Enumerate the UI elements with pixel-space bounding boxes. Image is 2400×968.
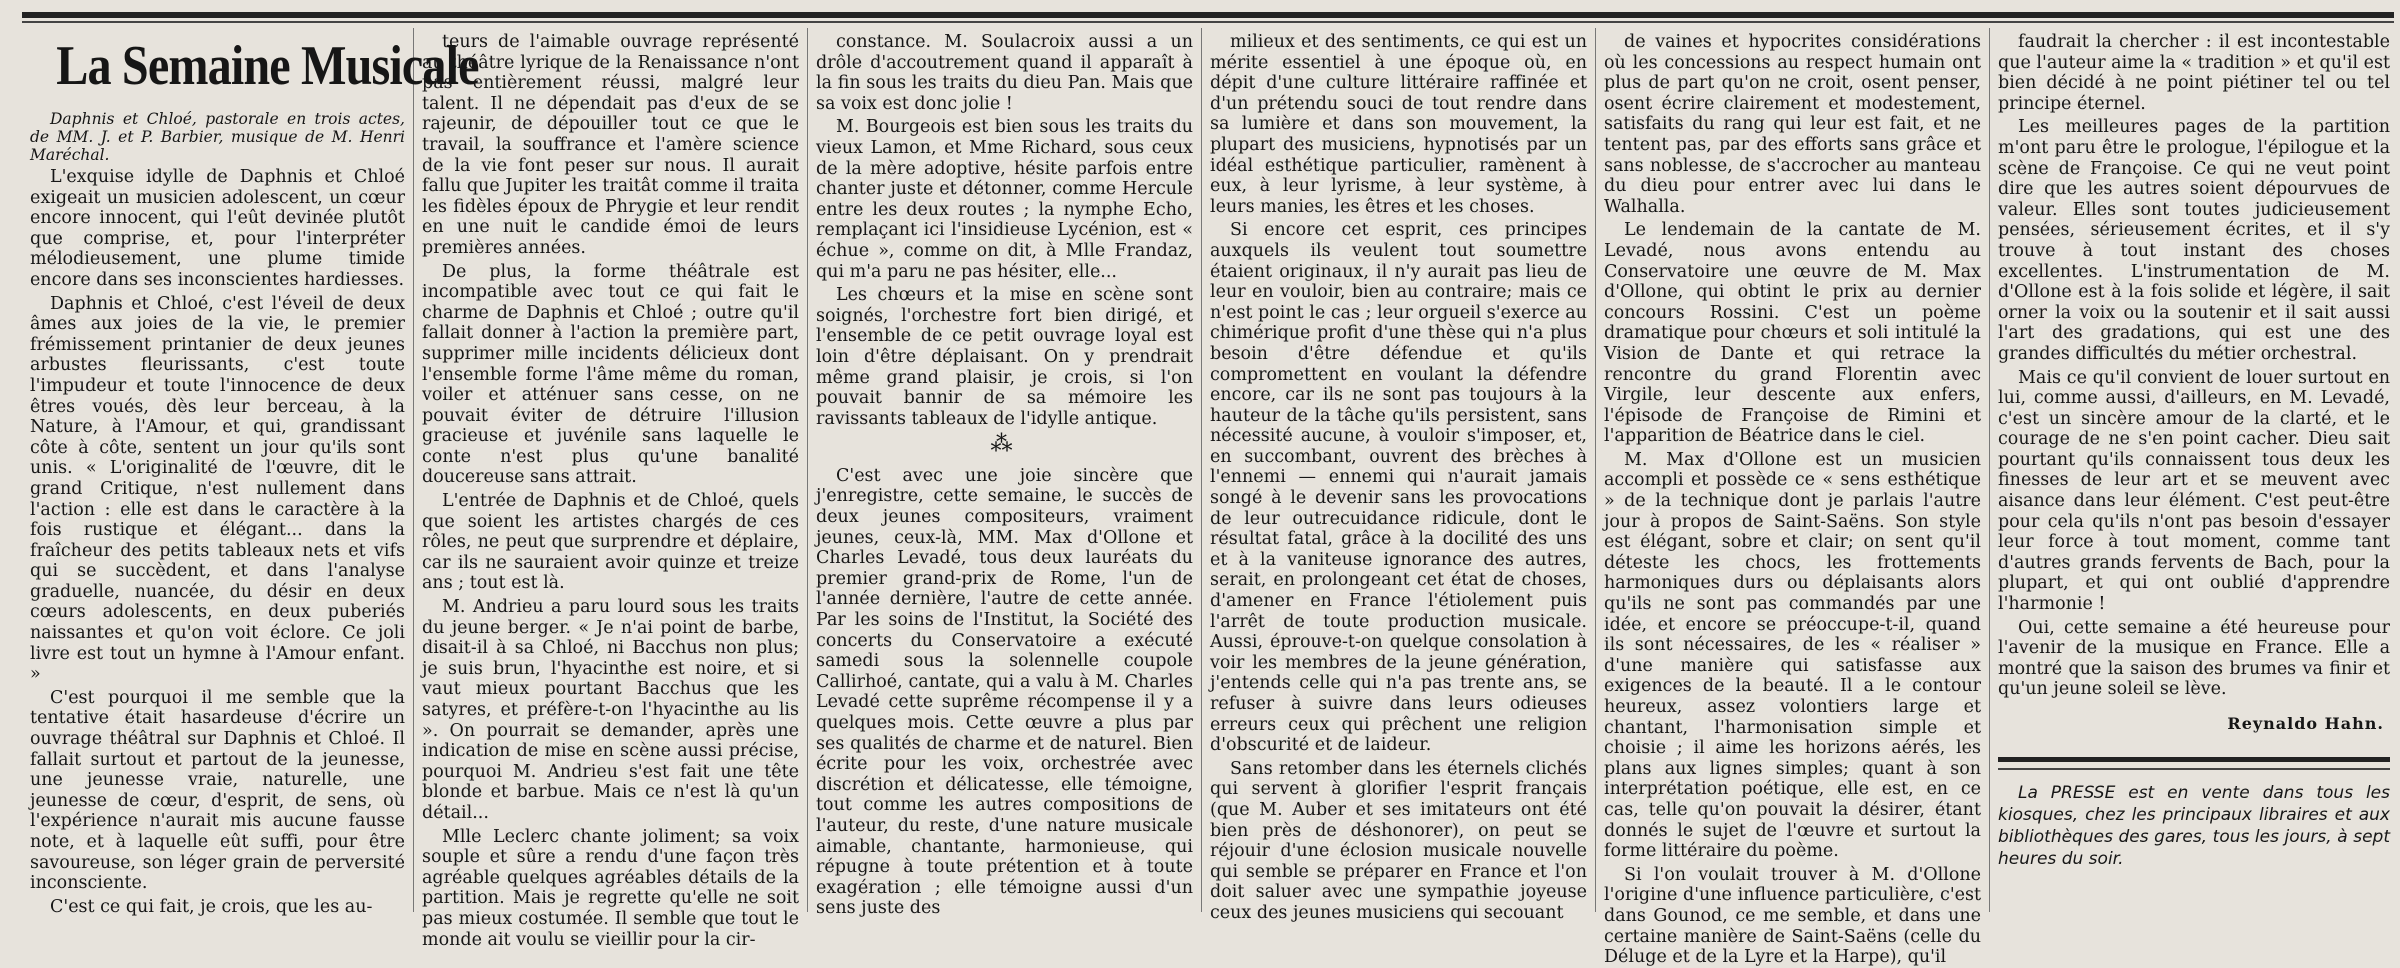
paragraph: milieux et des sentiments, ce qui est un mérite essentiel à une époque où, en dépit d'une culture littéraire raffinée et d'un prétendu souci de tout rendre dans sa lumière et dans son mouvement, la plupart des musiciens, hypnotisés par un idéal esthétique particulier, ramènent à eux, à leur lyrisme, à leur système, à leurs manies, les êtres et les choses. [1210,32,1587,217]
paragraph: teurs de l'aimable ouvrage représenté au théâtre lyrique de la Renaissance n'ont pas entièrement réussi, malgré leur talent. Il ne dépendait pas d'eux de se rajeunir, de dépouiller tout ce que le travail, la souffrance et l'amère science de la vie font peser sur nous. Il aurait fallu que Jupiter les traitât comme il traita les fidèles époux de Phrygie et leur rendit en une nuit le candide émoi de leurs premières années. [422,32,799,258]
author-signature: Reynaldo Hahn. [2227,714,2384,733]
paragraph: C'est avec une joie sincère que j'enregistre, cette semaine, le succès de deux jeunes compositeurs, vraiment jeunes, ceux-là, MM. Max d'Ollone et Charles Levadé, tous deux lauréats du premier grand-prix de Rome, l'un de l'année dernière, l'autre de cette année. Par les soins de l'Institut, la Société des concerts du Conservatoire a exécuté samedi sous la solennelle coupole Callirhoé, cantate, qui a valu à M. Charles Levadé cette suprême récompense il y a quelques mois. Cette œuvre a plus par ses qualités de charme et de naturel. Bien écrite pour les voix, orchestrée avec discrétion et délicatesse, elle témoigne, tout comme les autres compositions de l'auteur, du reste, d'une nature musicale aimable, chantante, harmonieuse, qui répugne à toute prétention et à toute exagération ; elle témoigne aussi d'un sens juste des [816,465,1193,919]
paragraph: Les chœurs et la mise en scène sont soignés, l'orchestre fort bien dirigé, et l'ensemble de ce petit ouvrage loyal est loin d'être déplaisant. On y prendrait même grand plaisir, je crois, si l'on pouvait bannir de sa mémoire les ravissants tableaux de l'idylle antique. [816,285,1193,429]
paragraph: M. Andrieu a paru lourd sous les traits du jeune berger. « Je n'ai point de barbe, disait-il à sa Chloé, ni Bacchus non plus; je suis brun, l'hyacinthe est noire, et si vaut mieux pourtant Bacchus que les satyres, et préfère-t-on l'hyacinthe au lis ». On pourrait se demander, après une indication de mise en scène aussi précise, pourquoi M. Andrieu s'est fait une tête blonde et barbue. Mais ce n'est là qu'un détail... [422,597,799,823]
paragraph: Sans retomber dans les éternels clichés qui servent à glorifier l'esprit français (que M. Auber et ses imitateurs ont été bien près de déshonorer), on peut se réjouir d'une éclosion musicale nouvelle qui semble se préparer en France et l'on doit saluer avec une sympathie joyeuse ceux des jeunes musiciens qui secouant [1210,758,1587,923]
paragraph: de vaines et hypocrites considérations où les concessions au respect humain ont plus de part qu'on ne croit, osent penser, osent écrire clairement et modestement, satisfaits du rang qui leur est fait, et ne tentent pas, par des efforts sans grâce et sans noblesse, de s'accrocher au manteau du dieu pour entrer avec lui dans le Walhalla. [1604,32,1981,217]
paragraph: faudrait la chercher : il est incontestable que l'auteur aime la « tradition » et qu'il est bien décidé à ne point piétiner tel ou tel principe éternel. [1998,32,2390,114]
section-asterism: ⁂ [990,432,1019,458]
paragraph: De plus, la forme théâtrale est incompatible avec tout ce qui fait le charme de Daphnis et Chloé ; outre qu'il fallait donner à l'action la première part, supprimer mille incidents délicieux dont l'ensemble forme l'âme même du roman, voiler et atténuer sans cesse, on ne pouvait éviter de détruire l'illusion gracieuse et juvénile sans laquelle le conte n'est plus qu'une banalité doucereuse sans attrait. [422,261,799,488]
column-2 [414,28,808,950]
paragraph: Daphnis et Chloé, c'est l'éveil de deux âmes aux joies de la vie, le premier frémissement printanier de deux jeunes arbustes fleurissants, c'est toute l'impudeur et toute l'innocence de deux êtres voués, dès leur berceau, à la Nature, à l'Amour, et qui, grandissant côte à côte, sentent un jour qu'ils sont unis. « L'originalité de l'œuvre, dit le grand Critique, n'est nullement dans l'action : elle est dans le caractère à la fois rustique et élégant... dans la fraîcheur des petits tableaux nets et vifs qui se succèdent, et dans l'analyse graduelle, nuancée, du désir en deux cœurs adolescents, en deux puberiés naissantes et qu'on voit éclore. Ce joli livre est tout un hymne à l'Amour enfant. » [30,293,405,685]
column-5 [1596,28,1990,968]
paragraph: Oui, cette semaine a été heureuse pour l'avenir de la musique en France. Elle a montré que la saison des brumes va finir et qu'un jeune soleil se lève. [1998,617,2390,700]
notice-rule-thin [1998,768,2390,770]
column-6 [1990,28,2398,912]
paragraph: M. Bourgeois est bien sous les traits du vieux Lamon, et Mme Richard, sous ceux de la mère adoptive, hésite parfois entre chanter juste et détonner, comme Hercule entre les deux routes ; la nymphe Echo, remplaçant ici l'insidieuse Lycénion, est « échue », comme on dit, à Mlle Frandaz, qui m'a paru ne pas hésiter, elle... [816,117,1193,282]
paragraph: L'entrée de Daphnis et de Chloé, quels que soient les artistes chargés de ces rôles, ne peut que surprendre et déplaire, car ils ne sauraient avoir quinze et treize ans ; tout est là. [422,491,799,594]
article-subtitle: Daphnis et Chloé, pastorale en trois actes, de MM. J. et P. Barbier, musique de M. Henri Maréchal. [30,110,405,164]
paragraph: Mais ce qu'il convient de louer surtout en lui, comme aussi, d'ailleurs, en M. Levadé, c'est un sincère amour de la clarté, et le courage de ne s'en point cacher. Dieu sait pourtant qu'ils connaissent tous deux les finesses de leur art et se meuvent avec aisance dans leur élément. C'est peut-être pour cela qu'ils n'ont pas besoin d'essayer leur force à tout moment, comme tant d'autres grands fervents de Bach, pour la plupart, et qui ont oublié d'apprendre l'harmonie ! [1998,367,2390,615]
paragraph: constance. M. Soulacroix aussi a un drôle d'accoutrement quand il apparaît à la fin sous les traits du dieu Pan. Mais que sa voix est donc jolie ! [816,32,1193,114]
top-rule-thick [22,12,2394,18]
paragraph: Le lendemain de la cantate de M. Levadé, nous avons entendu au Conservatoire une œuvre de M. Max d'Ollone, qui obtint le prix au dernier concours Rossini. C'est un poème dramatique pour chœurs et soli intitulé la Vision de Dante et qui retrace la rencontre du grand Florentin avec Virgile, leur descente aux enfers, l'épisode de Françoise de Rimini et l'apparition de Béatrice dans le ciel. [1604,220,1981,447]
paragraph: C'est pourquoi il me semble que la tentative était hasardeuse d'écrire un ouvrage théâtral sur Daphnis et Chloé. Il fallait surtout et partout de la jeunesse, une jeunesse vraie, naturelle, une jeunesse de cœur, d'esprit, de sens, où l'expérience n'aurait mis aucune fausse note, et à laquelle eût suffi, pour être savoureuse, son léger grain de perversité inconsciente. [30,687,405,894]
column-1 [22,28,479,917]
paragraph: L'exquise idylle de Daphnis et Chloé exigeait un musicien adolescent, un cœur encore innocent, qui l'eût devinée plutôt que comprise, et, pour l'interpréter mélodieusement, une plume timide encore dans ses inconscientes hardiesses. [30,167,405,290]
article-title: La Semaine Musicale [56,35,479,97]
column-4 [1202,28,1596,923]
article-columns [22,28,2398,968]
paragraph: Les meilleures pages de la partition m'ont paru être le prologue, l'épilogue et la scène de Françoise. Ce qui ne veut point dire que les autres soient dépourvues de valeur. Elles sont toutes judicieusement pensées, sérieusement écrites, et il s'y trouve à tout instant des choses excellentes. L'instrumentation de M. d'Ollone est à la fois solide et légère, il sait orner la voix ou la soutenir et il sait aussi l'art des gradations, qui est une des grandes difficultés du métier orchestral. [1998,117,2390,364]
paragraph: C'est ce qui fait, je crois, que les au- [50,896,373,917]
top-rule-thin [22,21,2394,23]
paragraph: Mlle Leclerc chante joliment; sa voix souple et sûre a rendu d'une façon très agréable quelques agréables détails de la partition. Mais je regrette qu'elle ne soit pas mieux costumée. Il semble que tout le monde ait voulu se vieillir pour la cir- [422,826,799,950]
notice-rule-thick [1998,757,2390,762]
paragraph: M. Max d'Ollone est un musicien accompli et possède ce « sens esthétique » de la technique dont je parlais l'autre jour à propos de Saint-Saëns. Son style est élégant, sobre et clair; on sent qu'il déteste les chocs, les frottements harmoniques durs ou déplaisants alors qu'ils ne sont pas commandés par une idée, et encore se préoccupe-t-il, quand ils sont nécessaires, de les « réaliser » d'une manière qui satisfasse aux exigences de la beauté. Il a le contour heureux, assez volontiers large et chantant, l'harmonisation simple et choisie ; il aime les horizons aérés, les plans aux lignes simples; quant à son interprétation poétique, elle est, en ce cas, telle qu'on pouvait la désirer, étant donnés le sujet de l'œuvre et surtout la forme littéraire du poème. [1604,449,1981,862]
sales-notice: La PRESSE est en vente dans tous les kiosques, chez les principaux libraires et aux bibliothèques des gares, tous les jours, à sept heures du soir. [1998,782,2390,869]
paragraph: Si encore cet esprit, ces principes auxquels ils veulent tout soumettre étaient originaux, il n'y aurait pas lieu de leur en vouloir, bien au contraire; mais ce n'est point le cas ; leur orgueil s'exerce au chimérique profit d'une thèse qui n'a plus besoin d'être défendue et qu'ils compromettent en voulant la défendre encore, car ils ne sont pas toujours à la hauteur de la tâche qu'ils persistent, sans nécessité aucune, à vouloir s'imposer, et, en succombant, ouvrent des brèches à l'ennemi — ennemi qui n'aurait jamais songé à le devenir sans les provocations de leur outrecuidance ridicule, dont le résultat fatal, grâce à la docilité des uns et à la vaniteuse ignorance des autres, serait, en prolongeant cet état de choses, d'amener en France l'étiolement puis l'arrêt de toute production musicale. Aussi, éprouve-t-on quelque consolation à voir les membres de la jeune génération, j'entends celle qui n'a pas trente ans, se refuser à suivre dans leurs odieuses erreurs ceux qui prêchent une religion d'obscurité et de laideur. [1210,220,1587,756]
paragraph: Si l'on voulait trouver à M. d'Ollone l'origine d'une influence particulière, c'est dans Gounod, ce me semble, et dans une certaine manière de Saint-Saëns (celle du Déluge et de la Lyre et la Harpe), qu'il [1604,864,1981,968]
column-3 [808,28,1202,919]
